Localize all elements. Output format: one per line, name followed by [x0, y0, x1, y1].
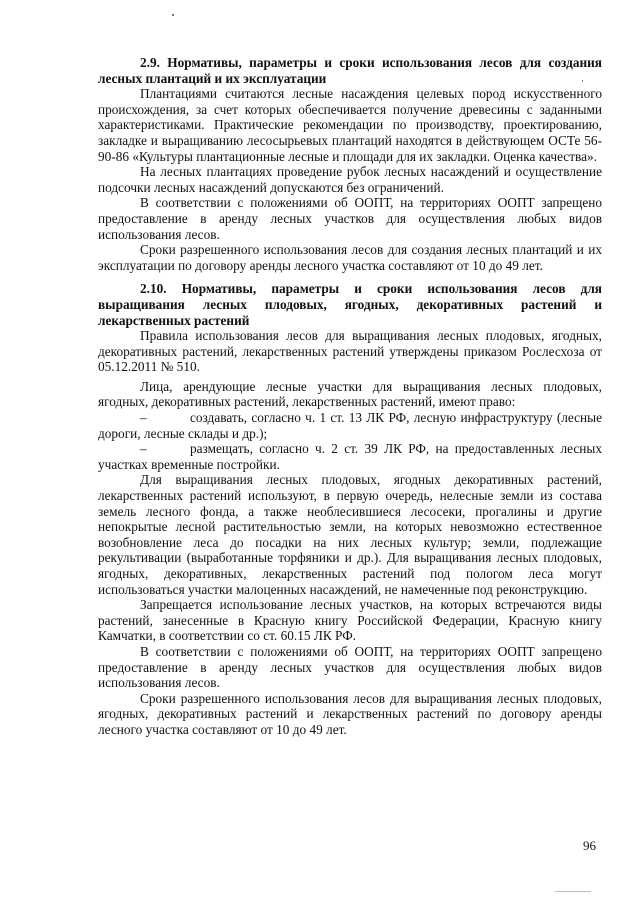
page-number: 96 [583, 838, 596, 853]
section-2-10-paragraph: Лица, арендующие лесные участки для выращивания лесных плодовых, ягодных, декоративных растений, лекарственных растений, имеют право: [98, 378, 602, 410]
list-item-text: размещать, согласно ч. 2 ст. 39 ЛК РФ, на предоставленных лесных участках временные постройки. [98, 441, 602, 472]
section-2-10-heading: 2.10. Нормативы, параметры и сроки использования лесов для выращивания лесных плодовых, ягодных, декоративных растений и лекарственных растений [98, 281, 602, 328]
section-2-10-paragraph: В соответствии с положениями об ООПТ, на территориях ООПТ запрещено предоставление в аренду лесных участков для осуществления любых видов использования лесов. [98, 643, 602, 691]
section-2-10-paragraph: Для выращивания лесных плодовых, ягодных декоративных растений, лекарственных растений используют, в первую очередь, нелесные земли из состава земель лесного фонда, а также необлесившиеся лесосеки, прогалины и другие непокрытые лесной растительностью земли, на которых невозможно естественное возобновление леса до посадки на них лесных культур; земли, подлежащие рекультивации (выработанные торфяники и др.). Для выращивания лесных плодовых, ягодных, декоративных, лекарственных растений под пологом леса могут использоваться участки малоценных насаждений, не намеченные под реконструкцию. [98, 472, 602, 597]
section-2-10-paragraph: Запрещается использование лесных участков, на которых встречаются виды растений, занесенные в Красную книгу Российской Федерации, Красную книгу Камчатки, в соответствии со ст. 60.15 ЛК РФ. [98, 597, 602, 644]
list-marker: – [140, 441, 147, 457]
document-page [98, 55, 602, 738]
section-2-10-paragraph: Сроки разрешенного использования лесов для выращивания лесных плодовых, ягодных, декоративных растений и лекарственных растений по договору аренды лесного участка составляют от 10 до 49 лет. [98, 690, 602, 737]
scan-speck [172, 14, 174, 16]
section-2-9-paragraph: В соответствии с положениями об ООПТ, на территориях ООПТ запрещено предоставление в аренду лесных участков для осуществления любых видов использования лесов. [98, 195, 602, 242]
scan-speck [582, 80, 583, 82]
scan-edge-mark [555, 891, 591, 892]
list-item [98, 410, 602, 441]
section-2-9-paragraph: На лесных плантациях проведение рубок лесных насаждений и осуществление подсочки лесных насаждений допускаются без ограничений. [98, 164, 602, 195]
section-2-9-heading: 2.9. Нормативы, параметры и сроки использования лесов для создания лесных плантаций и их эксплуатации [98, 55, 602, 86]
list-item [98, 441, 602, 472]
list-marker: – [140, 410, 147, 426]
section-2-9-paragraph: Сроки разрешенного использования лесов для создания лесных плантаций и их эксплуатации по договору аренды лесного участка составляют от 10 до 49 лет. [98, 242, 602, 273]
section-2-10-paragraph: Правила использования лесов для выращивания лесных плодовых, ягодных, декоративных растений, лекарственных растений утверждены приказом Рослесхоза от 05.12.2011 № 510. [98, 328, 602, 375]
list-item-text: создавать, согласно ч. 1 ст. 13 ЛК РФ, лесную инфраструктуру (лесные дороги, лесные склады и др.); [98, 410, 602, 441]
section-2-9-paragraph: Плантациями считаются лесные насаждения целевых пород искусственного происхождения, за счет которых обеспечивается получение древесины с заданными характеристиками. Практические рекомендации по производству, проектированию, закладке и выращиванию лесосырьевых плантаций находятся в действующем ОСТе 56-90-86 «Культуры плантационные лесные и площади для их закладки. Оценка качества». [98, 86, 602, 164]
